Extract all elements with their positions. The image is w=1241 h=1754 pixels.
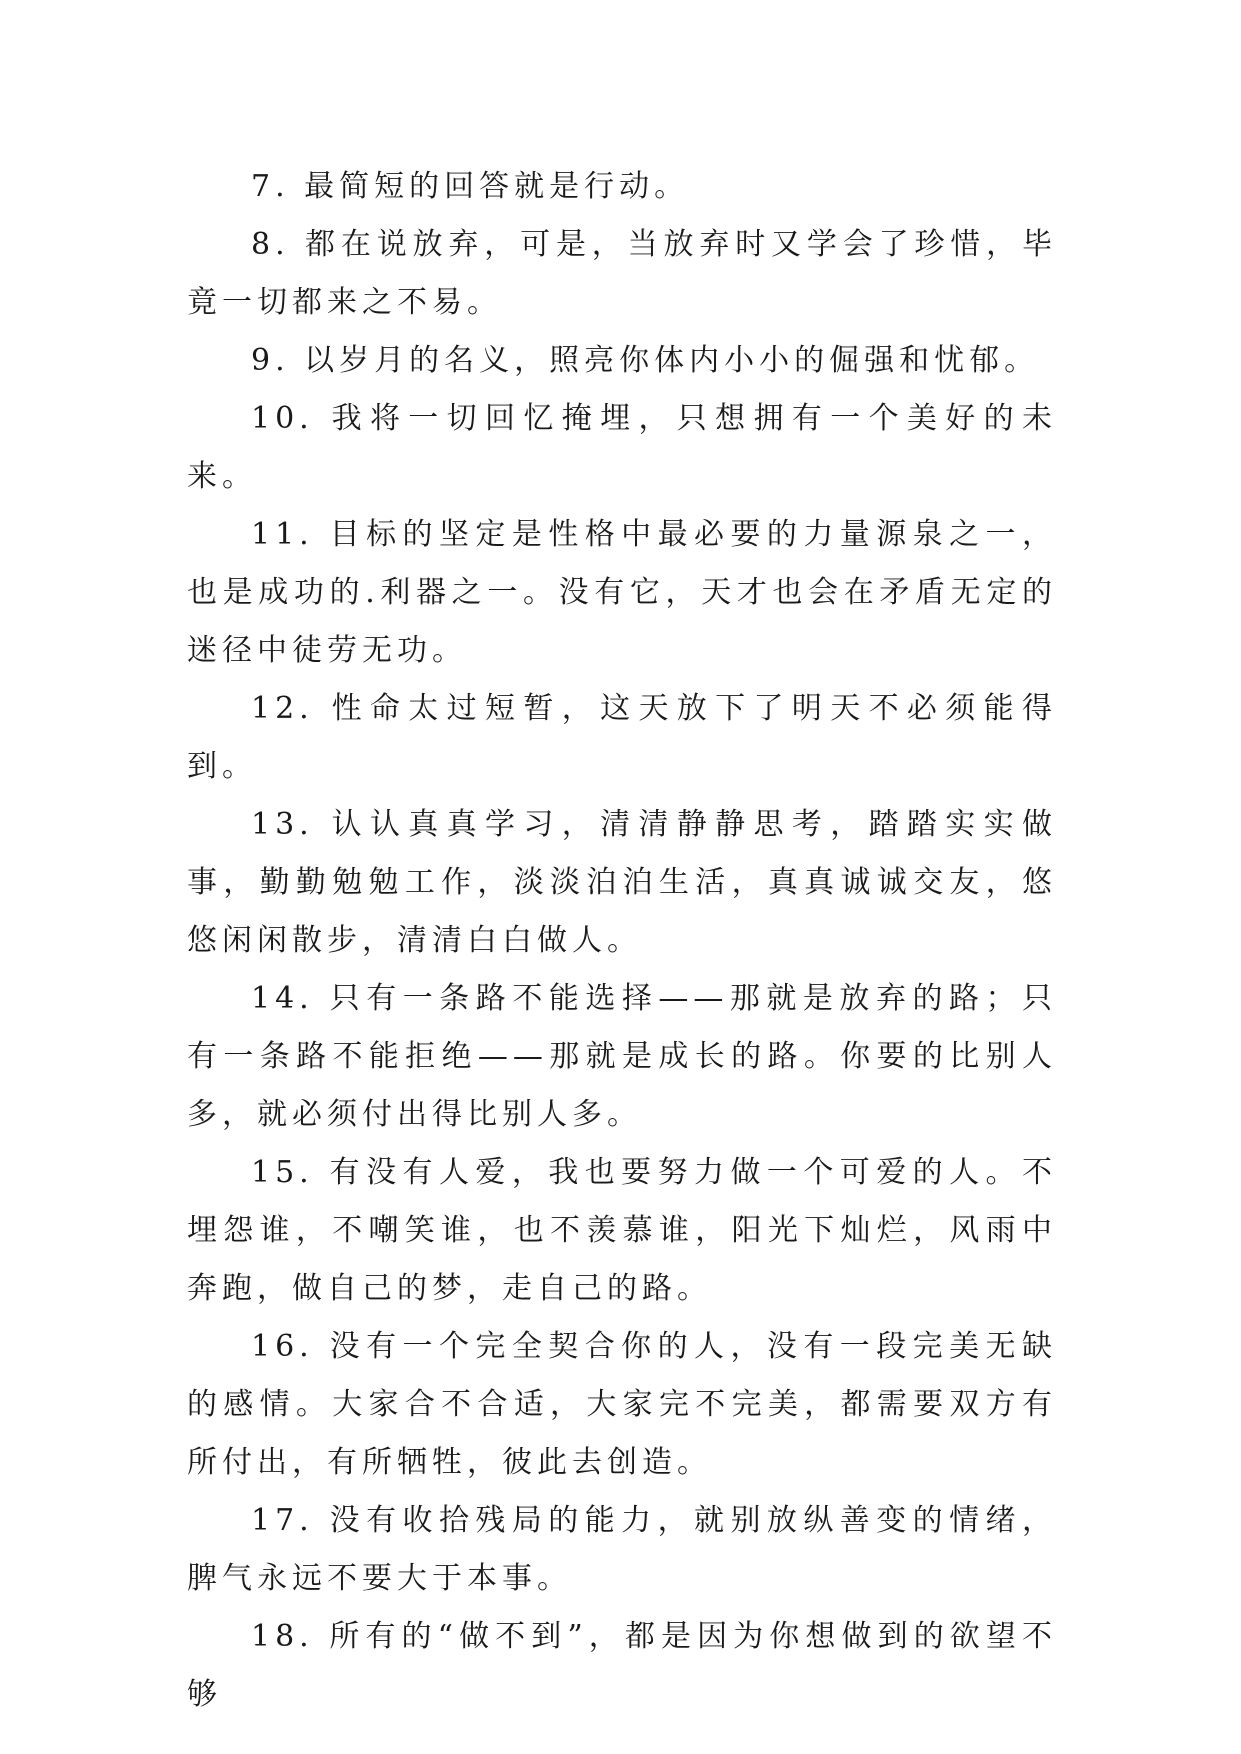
list-item: 8. 都在说放弃，可是，当放弃时又学会了珍惜，毕竟一切都来之不易。 xyxy=(187,227,1057,320)
list-item: 14. 只有一条路不能选择——那就是放弃的路；只有一条路不能拒绝——那就是成长的路。你要的比别人多，就必须付出得比别人多。 xyxy=(187,981,1057,1132)
list-item: 9. 以岁月的名义，照亮你体内小小的倔强和忧郁。 xyxy=(251,343,1040,378)
list-item: 12. 性命太过短暂，这天放下了明天不必须能得到。 xyxy=(187,691,1057,784)
list-item: 16. 没有一个完全契合你的人，没有一段完美无缺的感情。大家合不合适，大家完不完美，都需要双方有所付出，有所牺牲，彼此去创造。 xyxy=(187,1329,1057,1480)
list-item: 13. 认认真真学习，清清静静思考，踏踏实实做事，勤勤勉勉工作，淡淡泊泊生活，真真诚诚交友，悠悠闲闲散步，清清白白做人。 xyxy=(187,807,1057,958)
list-item: 7. 最简短的回答就是行动。 xyxy=(251,169,690,204)
list-item: 18. 所有的“做不到”，都是因为你想做到的欲望不够 xyxy=(187,1619,1057,1712)
document-body xyxy=(187,158,1057,1724)
list-item: 11. 目标的坚定是性格中最必要的力量源泉之一，也是成功的.利器之一。没有它，天才也会在矛盾无定的迷径中徒劳无功。 xyxy=(187,517,1057,668)
list-item: 15. 有没有人爱，我也要努力做一个可爱的人。不埋怨谁，不嘲笑谁，也不羡慕谁，阳光下灿烂，风雨中奔跑，做自己的梦，走自己的路。 xyxy=(187,1155,1057,1306)
list-item: 10. 我将一切回忆掩埋，只想拥有一个美好的未来。 xyxy=(187,401,1057,494)
list-item: 17. 没有收拾残局的能力，就别放纵善变的情绪，脾气永远不要大于本事。 xyxy=(187,1503,1057,1596)
